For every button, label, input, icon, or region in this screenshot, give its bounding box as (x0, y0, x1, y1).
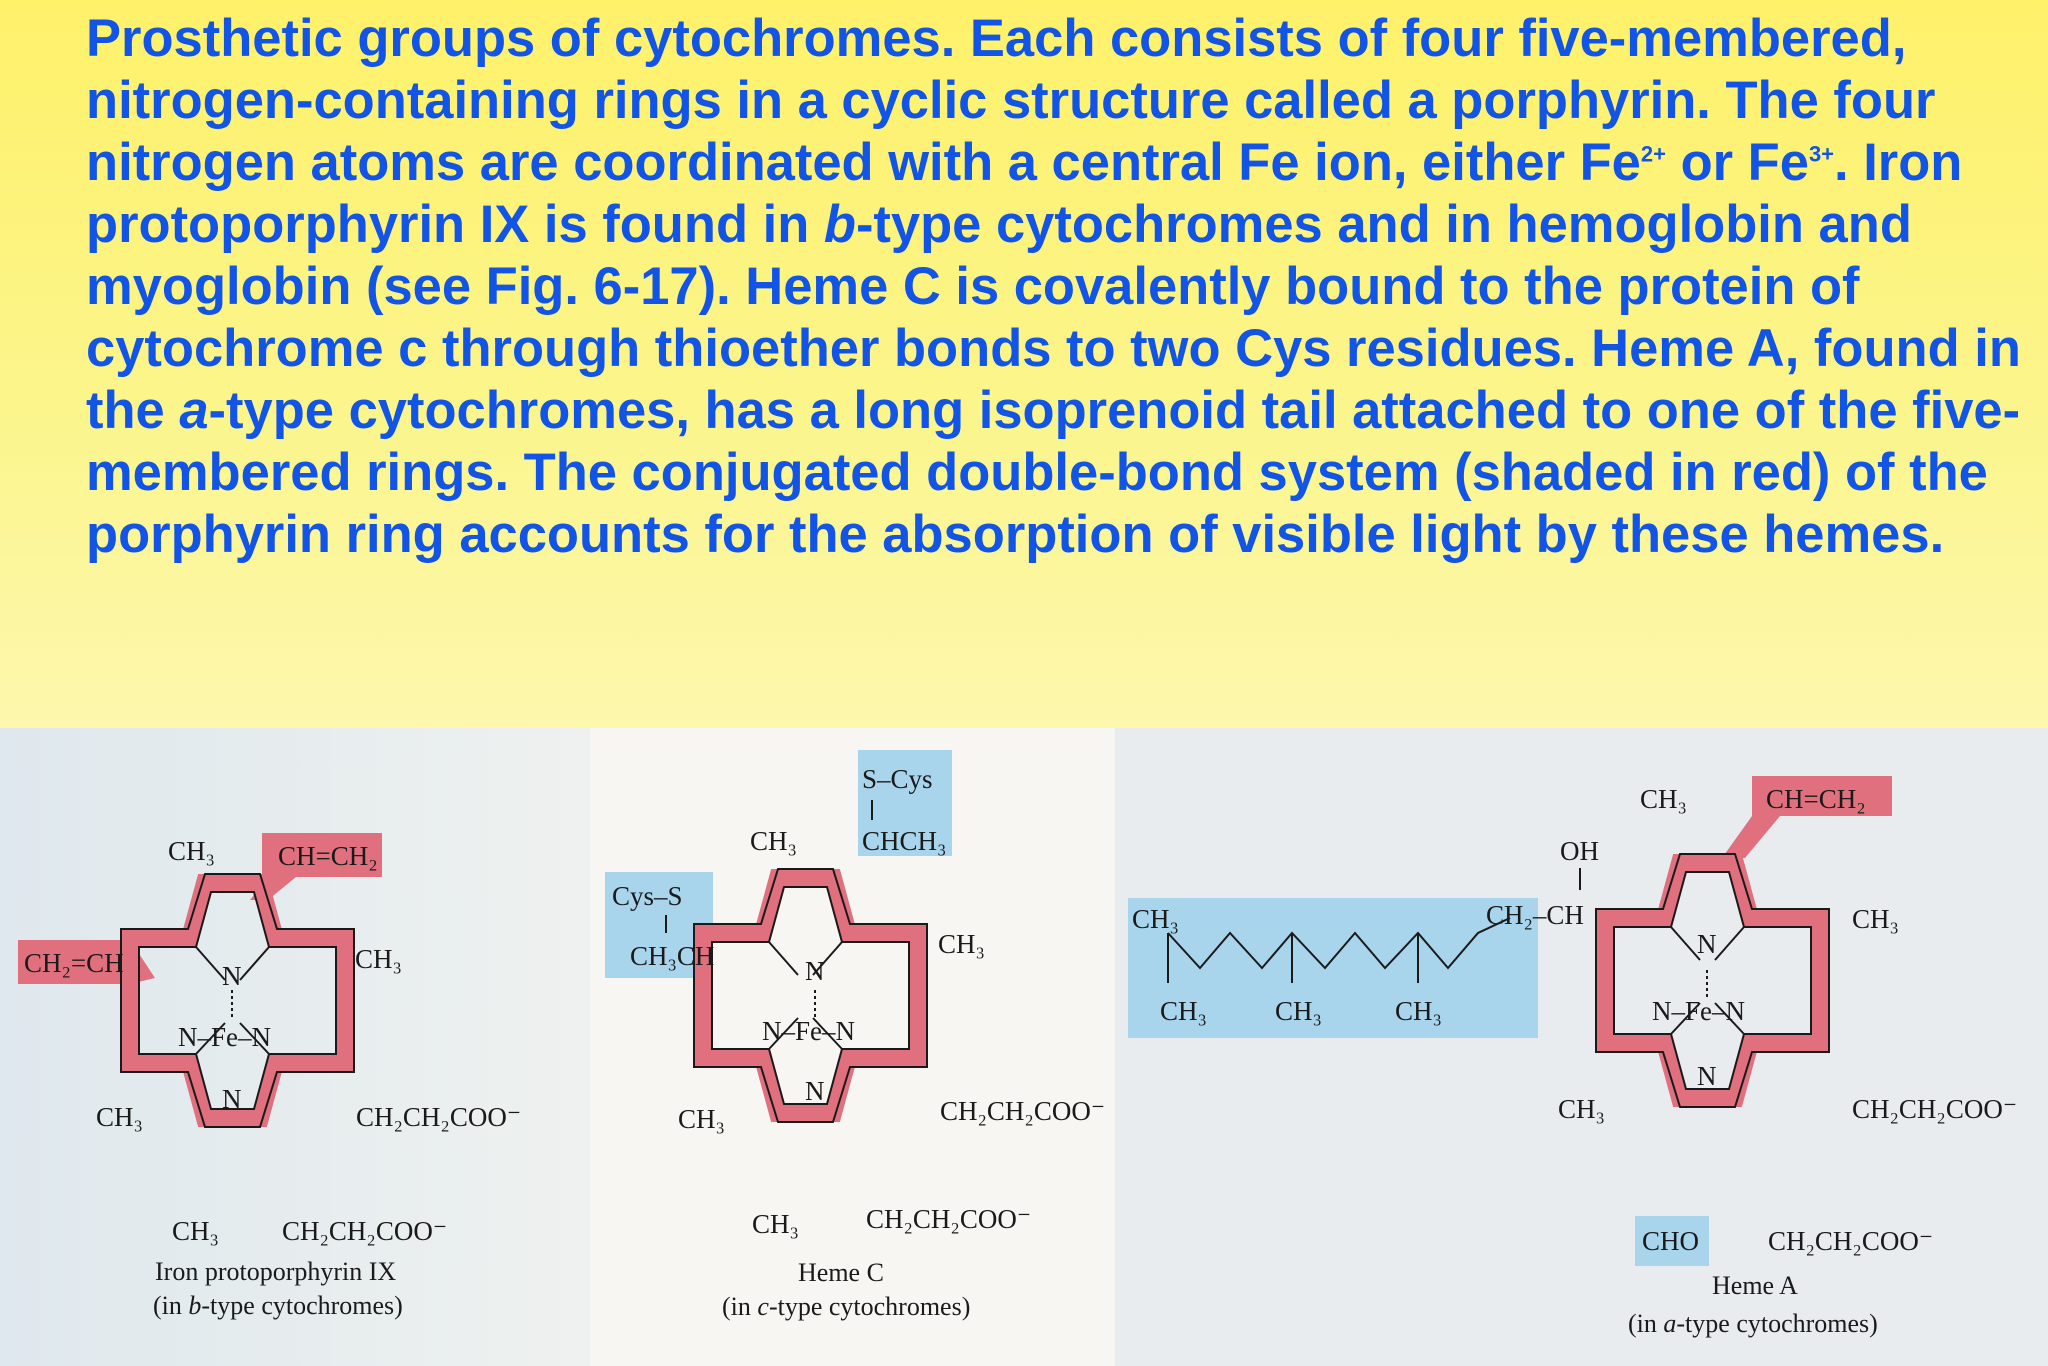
structure-subtitle (1628, 1309, 1878, 1338)
n-top: N (805, 956, 825, 986)
label-top-right: CH=CH₂ (278, 841, 378, 871)
label-cys-left-1: Cys–S (612, 881, 683, 911)
n-top: N (1697, 929, 1717, 959)
label-left-bottom: CH₃ (96, 1102, 143, 1132)
ring-spoke-topleft (1671, 927, 1700, 960)
ring-spoke-topright (1715, 927, 1744, 960)
n-bottom: N (1697, 1061, 1717, 1091)
structures-figure (0, 728, 2048, 1366)
subtitle-pre: (in (1628, 1309, 1664, 1338)
label-top-right: CH=CH₂ (1766, 784, 1866, 814)
caption-text-5: -type cytochromes, has a long isoprenoid tail attached to one of the five-membered rings. The conjugated double-bond system (shaded in red) of the porphyrin ring accounts for the absorption of visible light by these hemes. (86, 381, 2021, 564)
label-bottom-right: CH₂CH₂COO⁻ (282, 1216, 448, 1246)
label-bottom-right: CH₂CH₂COO⁻ (866, 1204, 1032, 1234)
label-right-top: CH₃ (355, 944, 402, 974)
vinyl-shade-top-connector (1722, 816, 1780, 858)
fe-center: N–Fe–N (1652, 996, 1745, 1026)
caption-text-2: or Fe (1665, 133, 1809, 192)
label-tail-ch3-3: CH₃ (1395, 996, 1442, 1026)
fe-center: N–Fe–N (178, 1022, 271, 1052)
structures-svg (0, 728, 2048, 1366)
structure-heme-a (1128, 776, 2017, 1338)
label-bottom-left: CH₃ (752, 1209, 799, 1239)
label-right-bottom: CH₂CH₂COO⁻ (356, 1102, 522, 1132)
subtitle-pre: (in (153, 1291, 189, 1320)
porphyrin-ring-shading (130, 883, 345, 1118)
subtitle-post: -type cytochromes) (768, 1292, 971, 1321)
label-top-left: CH₃ (750, 826, 797, 856)
structure-name: Heme C (798, 1258, 884, 1287)
label-left-bottom: CH₃ (1558, 1094, 1605, 1124)
subtitle-italic: b (188, 1291, 202, 1320)
label-top-left: CH₃ (1640, 784, 1687, 814)
structure-protoporphyrin-ix (18, 833, 521, 1320)
caption-text-4: -type cytochromes and in hemoglobin and myoglobin (see Fig. 6-17). Heme C is covalently bound to the protein of cytochrome c through thioether bonds to two Cys residues. Heme A, found in the (86, 195, 2021, 440)
label-right-top: CH₃ (1852, 904, 1899, 934)
label-top-left: CH₃ (168, 836, 215, 866)
ring-spoke-topleft (196, 947, 225, 980)
ring-spoke-topright (240, 947, 269, 980)
caption-sup-fe3: 3+ (1808, 141, 1835, 167)
fe-center: N–Fe–N (762, 1016, 855, 1046)
structure-subtitle (722, 1292, 970, 1321)
caption-text-1: Prosthetic groups of cytochromes. Each consists of four five-membered, nitrogen-containing rings in a cyclic structure called a porphyrin. The four nitrogen atoms are coordinated with a central Fe ion, either Fe (86, 9, 1936, 192)
label-ch2ch: CH₂–CH (1486, 900, 1584, 930)
label-cys-top-2: CHCH₃ (862, 826, 947, 856)
subtitle-post: -type cytochromes) (1676, 1309, 1878, 1338)
porphyrin-ring-inner (1614, 872, 1811, 1089)
label-tail-ch3-2: CH₃ (1275, 996, 1322, 1026)
label-cys-top-1: S–Cys (862, 764, 933, 794)
label-bottom-left: CHO (1642, 1226, 1700, 1256)
label-oh: OH (1560, 836, 1599, 866)
label-right-bottom: CH₂CH₂COO⁻ (1852, 1094, 2018, 1124)
label-bottom-left: CH₃ (172, 1216, 219, 1246)
caption-italic-b: b (823, 195, 856, 254)
label-right-bottom: CH₂CH₂COO⁻ (940, 1096, 1106, 1126)
caption-text-3: . Iron protoporphyrin IX is found in (86, 133, 1963, 254)
label-cys-left-2: CH₃CH (630, 941, 715, 971)
caption-sup-fe2: 2+ (1640, 141, 1666, 167)
structure-name: Heme A (1712, 1271, 1798, 1300)
porphyrin-ring-inner (712, 887, 909, 1104)
porphyrin-ring-inner (139, 892, 336, 1109)
n-top: N (222, 961, 242, 991)
subtitle-pre: (in (722, 1292, 758, 1321)
label-left-bottom: CH₃ (678, 1104, 725, 1134)
structure-subtitle (153, 1291, 403, 1320)
n-bottom: N (805, 1076, 825, 1106)
n-bottom: N (222, 1084, 242, 1114)
subtitle-post: -type cytochromes) (201, 1291, 403, 1320)
label-tail-ch3-1: CH₃ (1160, 996, 1207, 1026)
subtitle-italic: c (757, 1292, 769, 1321)
structure-heme-c (605, 750, 1105, 1321)
caption-italic-a: a (179, 381, 209, 440)
ring-spoke-topleft (769, 942, 798, 975)
label-tail-ch3-start: CH₃ (1132, 904, 1179, 934)
subtitle-italic: a (1663, 1309, 1677, 1338)
structure-name: Iron protoporphyrin IX (155, 1257, 397, 1286)
label-left: CH₂=CH (24, 948, 124, 978)
label-right-top: CH₃ (938, 929, 985, 959)
figure-caption (86, 8, 2026, 566)
label-bottom-right: CH₂CH₂COO⁻ (1768, 1226, 1934, 1256)
